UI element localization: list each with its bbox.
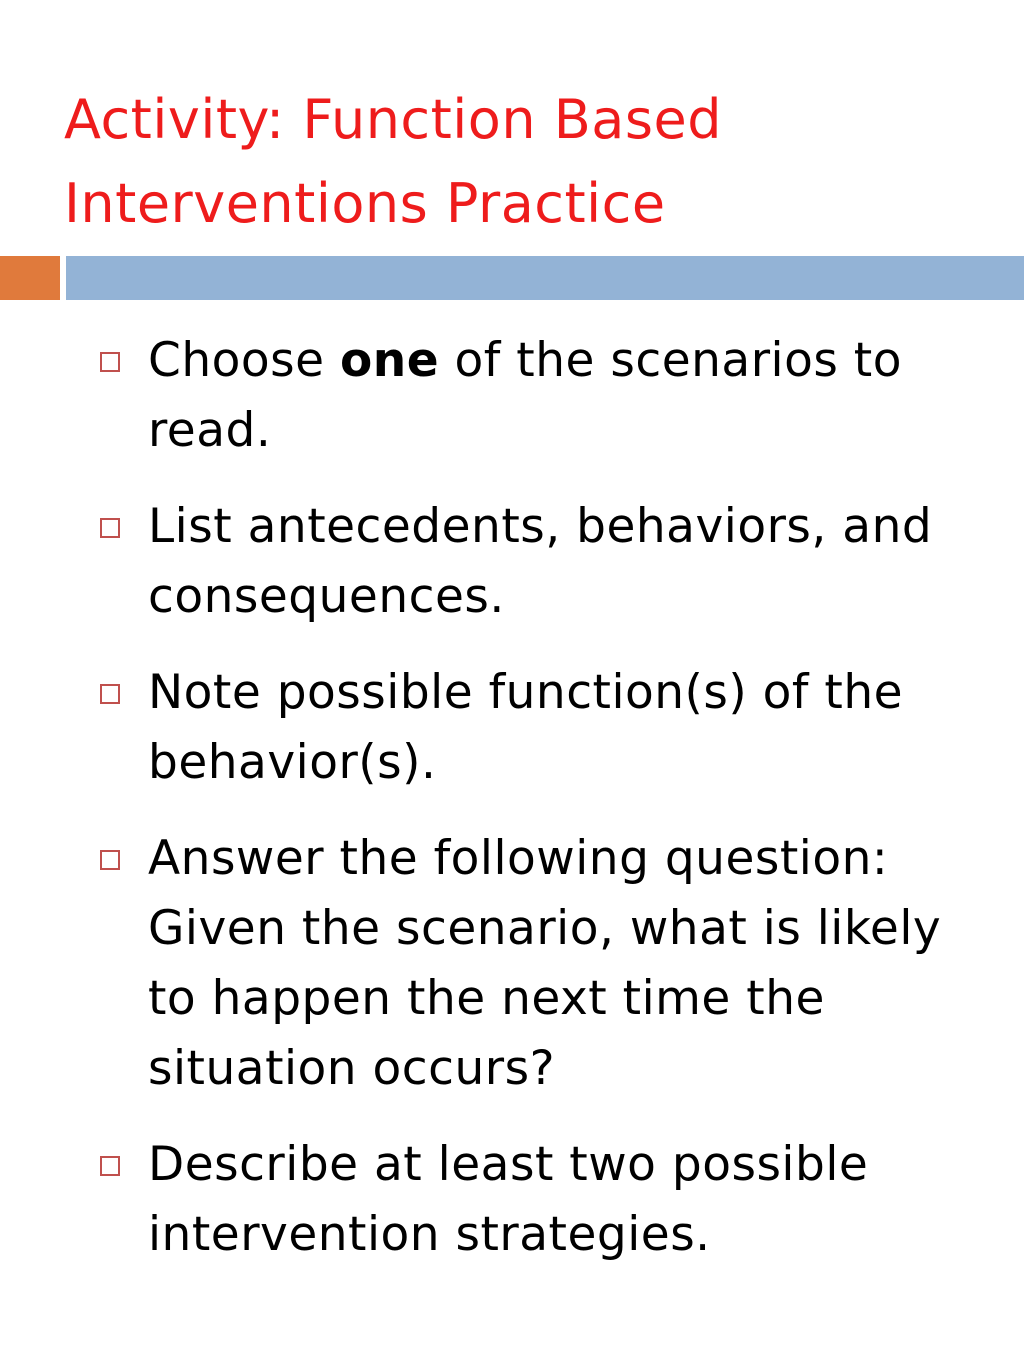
square-bullet-icon <box>100 684 120 704</box>
bullet-list <box>98 326 998 1296</box>
bullet-item <box>98 326 998 466</box>
square-bullet-icon <box>100 518 120 538</box>
square-bullet-icon <box>100 1156 120 1176</box>
bullet-text-end: of the scenarios to read. <box>148 333 902 458</box>
slide-title: Activity: Function Based Interventions Practice <box>64 88 722 235</box>
bullet-item <box>98 824 998 1104</box>
bullet-text-emphasis: one <box>339 333 440 388</box>
square-bullet-icon <box>100 352 120 372</box>
bullet-item <box>98 658 998 798</box>
square-bullet-icon <box>100 850 120 870</box>
bullet-text-start: Choose <box>148 333 340 388</box>
bullet-text: Answer the following question: Given the scenario, what is likely to happen the next time the situation occurs? <box>148 831 942 1096</box>
bullet-text: Note possible function(s) of the behavior(s). <box>148 665 904 790</box>
title-divider-bar <box>66 256 1024 300</box>
bullet-text: Describe at least two possible intervention strategies. <box>148 1137 869 1262</box>
title-accent-bar <box>0 256 60 300</box>
bullet-text: List antecedents, behaviors, and consequences. <box>148 499 933 624</box>
bullet-item <box>98 1130 998 1270</box>
bullet-item <box>98 492 998 632</box>
